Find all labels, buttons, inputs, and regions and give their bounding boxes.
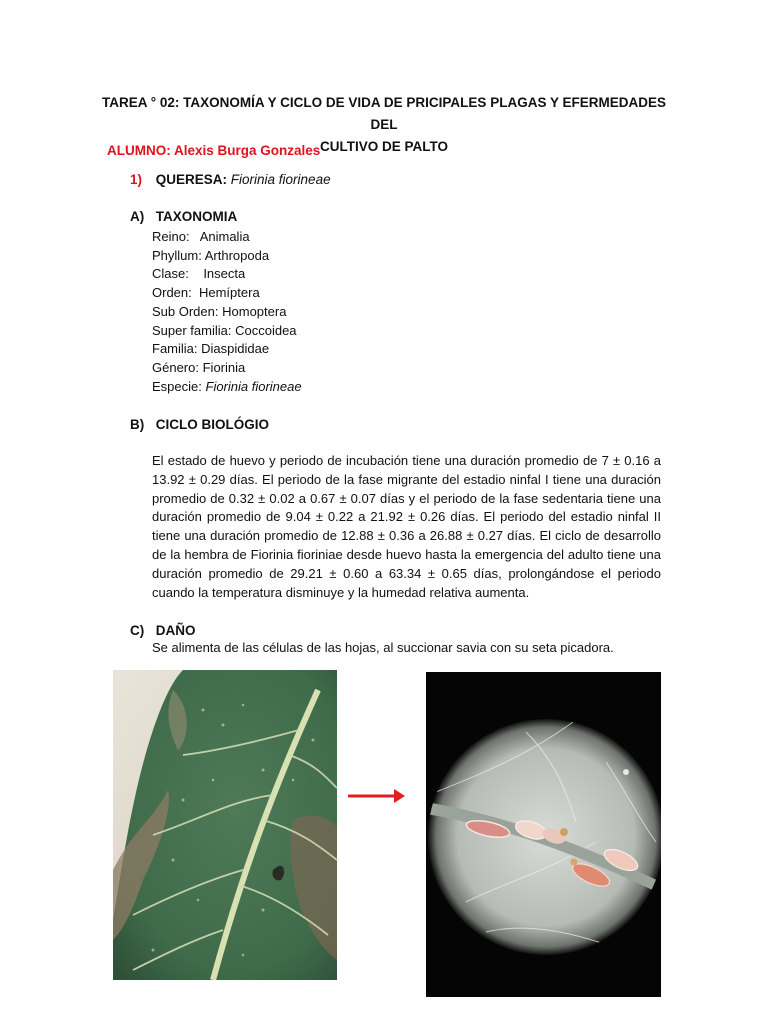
damage-heading [130, 623, 196, 638]
taxonomy-value: Arthropoda [204, 247, 270, 263]
taxonomy-value: Homoptera [222, 303, 287, 319]
magnified-scale-insects-photo [426, 672, 661, 997]
taxonomy-value: Diaspididae [201, 341, 270, 357]
student-name: ALUMNO: Alexis Burga Gonzales [107, 143, 321, 158]
section-1-number: 1) [130, 172, 143, 187]
taxonomy-label: Orden: [152, 285, 192, 301]
taxonomy-row-superfamilia [152, 322, 302, 341]
taxonomy-label: Super familia: [152, 322, 232, 338]
damage-title: DAÑO [155, 623, 196, 638]
taxonomy-label: Phyllum: [152, 247, 202, 263]
taxonomy-label: Familia: [152, 341, 198, 357]
section-1-heading [130, 172, 331, 187]
taxonomy-label: Clase: [152, 266, 189, 282]
right-arrow-icon [346, 786, 406, 806]
cycle-letter: B) [130, 417, 145, 432]
cycle-heading [130, 417, 269, 432]
title-line-1: TAREA ° 02: TAXONOMÍA Y CICLO DE VIDA DE PRICIPALES PLAGAS Y EFERMEDADES DEL [102, 95, 666, 132]
taxonomy-label: Género: [152, 359, 199, 375]
taxonomy-value: Coccoidea [235, 322, 297, 338]
leaf-infestation-photo [113, 670, 337, 980]
taxonomy-row-clase [152, 265, 302, 284]
taxonomy-row-phyllum [152, 247, 302, 266]
taxonomy-row-especie [152, 378, 302, 397]
taxonomy-row-familia [152, 340, 302, 359]
taxonomy-value: Animalia [199, 229, 250, 244]
section-1-species: Fiorinia fiorineae [230, 172, 331, 187]
taxonomy-value: Fiorinia fiorineae [205, 378, 302, 394]
section-1-label: QUERESA: [155, 172, 231, 187]
taxonomy-row-orden [152, 284, 302, 303]
taxonomy-heading [130, 209, 237, 224]
taxonomy-value: Hemíptera [198, 285, 260, 301]
taxonomy-value: Fiorinia [202, 359, 246, 375]
taxonomy-row-suborden [152, 303, 302, 322]
taxonomy-row-reino [152, 228, 302, 247]
title-line-2: CULTIVO DE PALTO [320, 139, 448, 154]
taxonomy-label: Sub Orden: [152, 303, 219, 319]
cycle-title: CICLO BIOLÓGIO [155, 417, 270, 432]
taxonomy-value: Insecta [203, 266, 246, 282]
taxonomy-list [152, 228, 302, 396]
taxonomy-label: Especie: [152, 378, 202, 394]
taxonomy-title: TAXONOMIA [155, 209, 238, 224]
taxonomy-letter: A) [130, 209, 145, 224]
taxonomy-row-genero [152, 359, 302, 378]
cycle-paragraph: El estado de huevo y periodo de incubación tiene una duración promedio de 7 ± 0.16 a 13.92 ± 0.29 días. El periodo de la fase migrante del estadio ninfal I tiene una duración promedio de 0.32 ± 0.02 a 0.67 ± 0.07 días y el periodo de la fase sedentaria tiene una duración promedio de 9.04 ± 0.22 a 21.92 ± 0.26 días. El periodo del estadio ninfal II tiene una duración promedio de 12.88 ± 0.36 a 26.88 ± 0.27 días. El ciclo de desarrollo de la hembra de Fiorinia fioriniae desde huevo hasta la emergencia del adulto tiene una duración promedio de 29.21 ± 0.60 a 63.34 ± 0.65 días, prolongándose el periodo cuando la temperatura disminuye y la humedad relativa aumenta. [152, 453, 661, 600]
damage-text: Se alimenta de las células de las hojas, al succionar savia con su seta picadora. [152, 640, 614, 655]
leaf-infestation-illustration [113, 670, 337, 980]
taxonomy-label: Reino: [152, 229, 190, 244]
damage-letter: C) [130, 623, 145, 638]
magnified-scale-insects-illustration [426, 672, 661, 997]
